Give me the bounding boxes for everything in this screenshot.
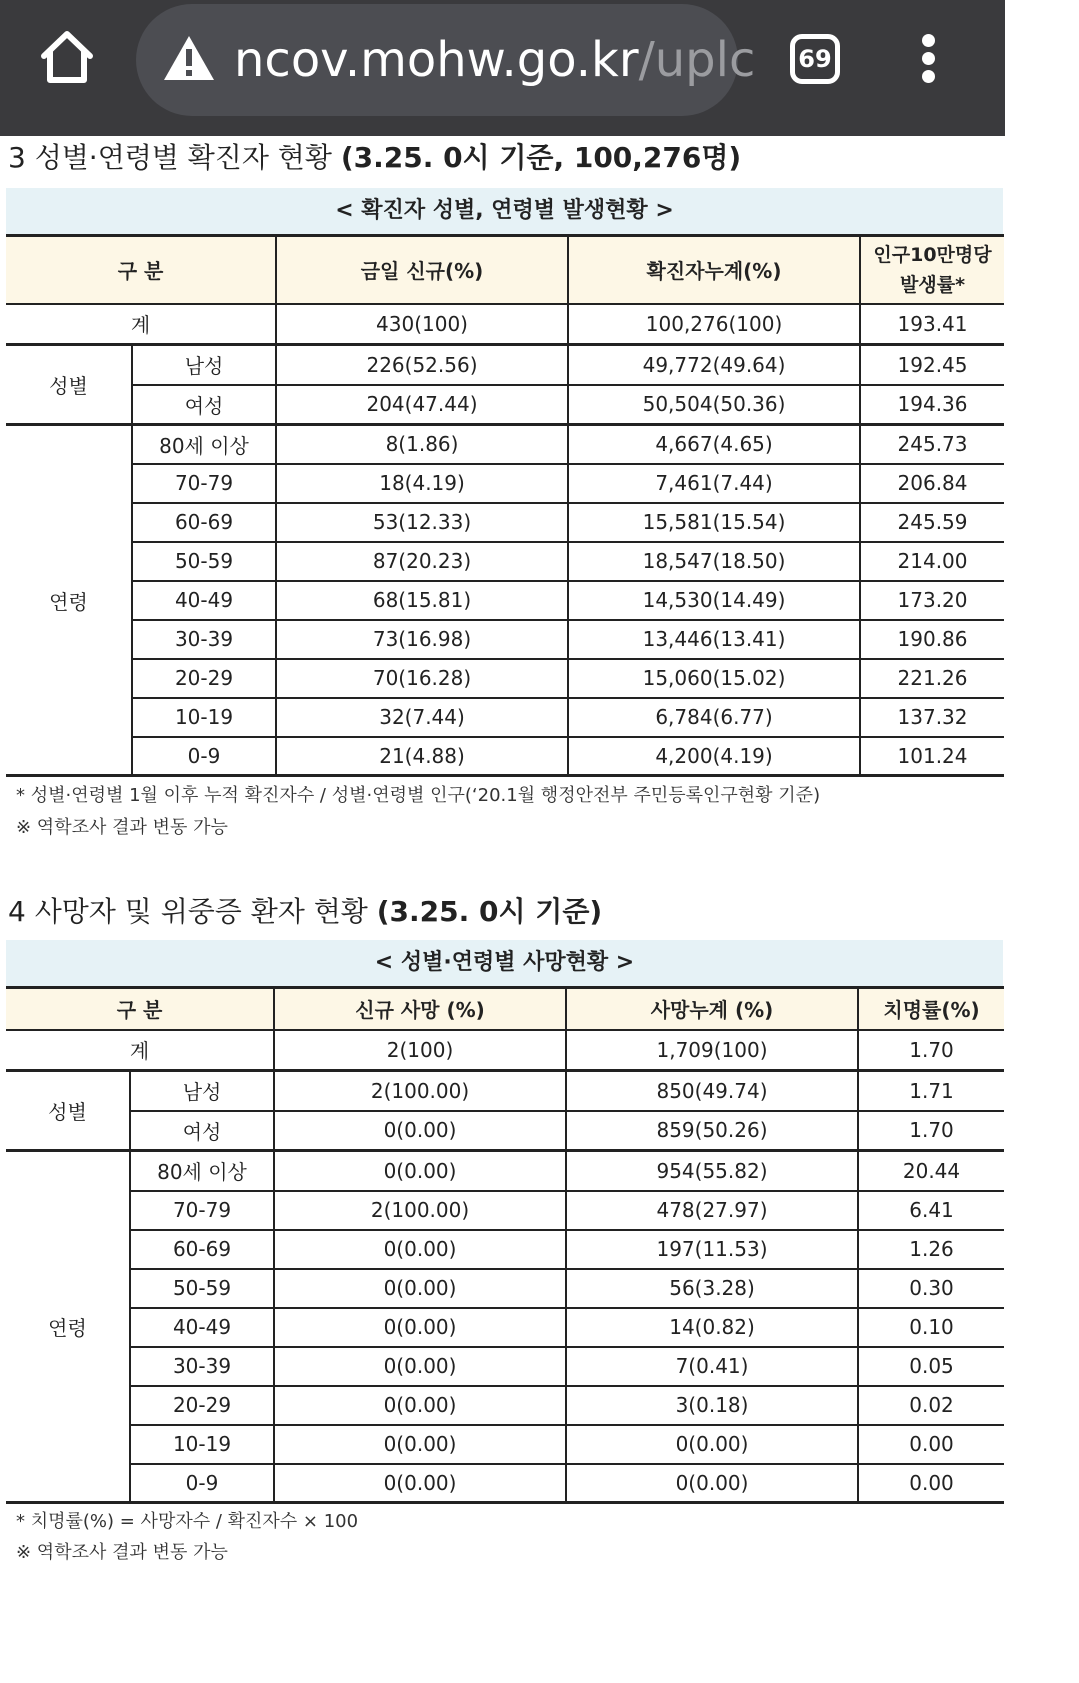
row-label: 10-19 [130,1425,274,1464]
table-row [6,503,1004,542]
row-label: 여성 [130,1111,274,1151]
table-row [6,659,1004,698]
cell-cumulative: 1,709(100) [566,1030,858,1071]
table-row [6,1071,1004,1111]
table-row [6,1425,1004,1464]
footnote-subject-to-change: ※ 역학조사 결과 변동 가능 [16,1542,228,1563]
cell-new: 0(0.00) [274,1151,566,1191]
group-label-sex: 성별 [6,345,132,425]
cell-new: 0(0.00) [274,1308,566,1347]
cell-new: 2(100.00) [274,1191,566,1230]
cell-rate: 20.44 [858,1151,1004,1191]
cell-new: 32(7.44) [276,698,568,737]
row-label: 80세 이상 [130,1151,274,1191]
cell-cumulative: 7(0.41) [566,1347,858,1386]
cell-rate: 206.84 [860,464,1004,503]
cell-new: 0(0.00) [274,1425,566,1464]
cell-new: 2(100.00) [274,1071,566,1111]
cell-new: 73(16.98) [276,620,568,659]
section4-title-text: 4 사망자 및 위중증 환자 현황 [8,895,377,928]
table-row [6,1230,1004,1269]
row-label: 10-19 [132,698,276,737]
row-label: 60-69 [132,503,276,542]
section4-title [8,892,602,932]
cell-cumulative: 15,060(15.02) [568,659,860,698]
cell-new: 0(0.00) [274,1464,566,1503]
section3-title-text: 3 성별·연령별 확진자 현황 [8,141,341,174]
row-label: 여성 [132,385,276,425]
header-incidence-rate [860,236,1004,304]
url-text[interactable] [234,32,755,88]
cell-rate: 194.36 [860,385,1004,425]
cell-cumulative: 850(49.74) [566,1071,858,1111]
cell-cumulative: 15,581(15.54) [568,503,860,542]
section3-caption: < 확진자 성별, 연령별 발생현황 > [6,188,1003,234]
cell-new: 430(100) [276,304,568,345]
table-row [6,737,1004,776]
cell-rate: 101.24 [860,737,1004,776]
address-bar[interactable] [136,4,756,116]
cell-rate: 0.05 [858,1347,1004,1386]
header-category: 구 분 [6,236,276,304]
cell-new: 87(20.23) [276,542,568,581]
home-icon[interactable] [36,26,98,88]
row-label: 30-39 [130,1347,274,1386]
row-label: 계 [6,304,276,345]
cell-rate: 1.71 [858,1071,1004,1111]
table-row [6,425,1004,464]
header-cumulative-deaths: 사망누계 (%) [566,988,858,1030]
cell-rate: 1.70 [858,1111,1004,1151]
cell-cumulative: 50,504(50.36) [568,385,860,425]
row-label: 0-9 [130,1464,274,1503]
cell-rate: 137.32 [860,698,1004,737]
section4-title-date: (3.25. 0시 기준) [376,895,603,928]
cell-rate: 1.70 [858,1030,1004,1071]
header-rate-line1: 인구10만명당 [873,243,992,266]
table-row [6,385,1004,425]
cell-cumulative: 13,446(13.41) [568,620,860,659]
cell-cumulative: 0(0.00) [566,1425,858,1464]
url-path: /uplc [638,32,756,88]
row-label: 70-79 [132,464,276,503]
cell-cumulative: 18,547(18.50) [568,542,860,581]
cell-new: 2(100) [274,1030,566,1071]
cell-cumulative: 7,461(7.44) [568,464,860,503]
cell-rate: 0.30 [858,1269,1004,1308]
cell-cumulative: 197(11.53) [566,1230,858,1269]
table-row [6,581,1004,620]
header-category: 구 분 [6,988,274,1030]
header-new-today: 금일 신규(%) [276,236,568,304]
cell-cumulative: 4,200(4.19) [568,737,860,776]
cell-rate: 214.00 [860,542,1004,581]
cell-rate: 193.41 [860,304,1004,345]
section4-caption: < 성별·연령별 사망현황 > [6,940,1003,986]
table-row [6,1269,1004,1308]
header-new-deaths: 신규 사망 (%) [274,988,566,1030]
table-row [6,1191,1004,1230]
cell-new: 204(47.44) [276,385,568,425]
table-header-row [6,988,1004,1030]
cell-new: 226(52.56) [276,345,568,385]
group-label-sex: 성별 [6,1071,130,1151]
table-row [6,464,1004,503]
cell-new: 0(0.00) [274,1230,566,1269]
cell-rate: 0.00 [858,1425,1004,1464]
browser-toolbar [0,0,1005,136]
cell-new: 0(0.00) [274,1269,566,1308]
table-row [6,345,1004,385]
cell-cumulative: 3(0.18) [566,1386,858,1425]
cell-cumulative: 14(0.82) [566,1308,858,1347]
table-row [6,1386,1004,1425]
cell-rate: 221.26 [860,659,1004,698]
cell-cumulative: 49,772(49.64) [568,345,860,385]
row-label: 60-69 [130,1230,274,1269]
cell-rate: 173.20 [860,581,1004,620]
cell-rate: 0.00 [858,1464,1004,1503]
header-rate-line2: 발생률* [900,273,966,296]
footnote-subject-to-change: ※ 역학조사 결과 변동 가능 [16,817,228,838]
cell-rate: 245.73 [860,425,1004,464]
table-row [6,304,1004,345]
table-row [6,1347,1004,1386]
row-label: 50-59 [132,542,276,581]
table-row [6,1308,1004,1347]
tab-switcher-button[interactable]: 69 [790,34,840,84]
cell-cumulative: 14,530(14.49) [568,581,860,620]
header-cumulative: 확진자누계(%) [568,236,860,304]
footnote-fatality-formula: * 치명률(%) = 사망자수 / 확진자수 × 100 [16,1511,359,1532]
cell-rate: 192.45 [860,345,1004,385]
row-label: 70-79 [130,1191,274,1230]
cell-cumulative: 4,667(4.65) [568,425,860,464]
cell-cumulative: 859(50.26) [566,1111,858,1151]
row-label: 0-9 [132,737,276,776]
row-label: 20-29 [130,1386,274,1425]
cell-new: 53(12.33) [276,503,568,542]
group-label-age: 연령 [6,1151,130,1503]
cell-rate: 0.02 [858,1386,1004,1425]
group-label-age: 연령 [6,425,132,776]
row-label: 40-49 [130,1308,274,1347]
table-row [6,542,1004,581]
cell-new: 8(1.86) [276,425,568,464]
cell-new: 70(16.28) [276,659,568,698]
cell-rate: 6.41 [858,1191,1004,1230]
cell-new: 21(4.88) [276,737,568,776]
cell-new: 0(0.00) [274,1111,566,1151]
cell-cumulative: 0(0.00) [566,1464,858,1503]
cell-rate: 245.59 [860,503,1004,542]
table-header-row [6,236,1004,304]
section3-title-date: (3.25. 0시 기준, 100,276명) [340,141,742,174]
url-domain: ncov.mohw.go.kr [234,32,639,88]
row-label: 30-39 [132,620,276,659]
cell-new: 18(4.19) [276,464,568,503]
section3-title [8,138,741,178]
row-label: 남성 [132,345,276,385]
cell-rate: 190.86 [860,620,1004,659]
cell-cumulative: 56(3.28) [566,1269,858,1308]
warning-icon[interactable] [162,34,216,82]
table-row [6,1111,1004,1151]
row-label: 남성 [130,1071,274,1111]
row-label: 20-29 [132,659,276,698]
header-fatality-rate: 치명률(%) [858,988,1004,1030]
cell-new: 0(0.00) [274,1386,566,1425]
row-label: 계 [6,1030,274,1071]
table-row [6,1464,1004,1503]
cell-new: 68(15.81) [276,581,568,620]
confirmed-cases-table [6,234,1004,777]
row-label: 40-49 [132,581,276,620]
row-label: 50-59 [130,1269,274,1308]
deaths-table [6,986,1004,1504]
cell-cumulative: 100,276(100) [568,304,860,345]
table-row [6,620,1004,659]
cell-cumulative: 954(55.82) [566,1151,858,1191]
table-row [6,1151,1004,1191]
cell-cumulative: 478(27.97) [566,1191,858,1230]
cell-cumulative: 6,784(6.77) [568,698,860,737]
cell-rate: 1.26 [858,1230,1004,1269]
cell-new: 0(0.00) [274,1347,566,1386]
table-row [6,1030,1004,1071]
overflow-menu-icon[interactable] [912,34,944,86]
table-row [6,698,1004,737]
row-label: 80세 이상 [132,425,276,464]
cell-rate: 0.10 [858,1308,1004,1347]
footnote-population: * 성별·연령별 1월 이후 누적 확진자수 / 성별·연령별 인구(‘20.1월 행정안전부 주민등록인구현황 기준) [16,785,821,806]
